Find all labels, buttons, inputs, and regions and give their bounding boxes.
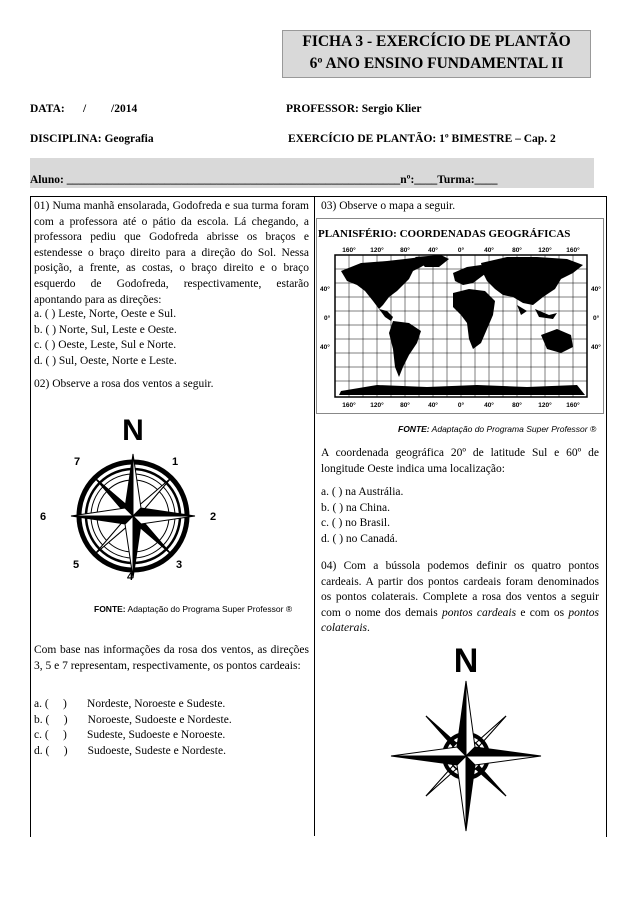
header-band — [30, 158, 594, 172]
lon-top-40e: 40° — [484, 247, 494, 254]
q2-option-a[interactable]: a. ( ) Nordeste, Noroeste e Sudeste. — [34, 698, 226, 710]
q2-option-d[interactable]: d. ( ) Sudoeste, Sudeste e Nordeste. — [34, 744, 226, 757]
lon-top-160w: 160° — [342, 247, 356, 254]
q3-option-d[interactable]: d. ( ) no Canadá. — [321, 532, 398, 545]
lon-bottom-0: 0° — [457, 402, 465, 409]
q2-option-c[interactable]: c. ( ) Sudeste, Sudoeste e Noroeste. — [34, 729, 226, 742]
question-3-options — [321, 485, 599, 547]
worksheet-title-box — [282, 30, 591, 78]
lat-40n: 40° — [320, 286, 330, 293]
q4-text-b: e com os — [516, 606, 569, 619]
rose-label-3: 3 — [175, 559, 183, 571]
compass-rose-blank — [380, 638, 560, 833]
lat-40n-right: 40° — [591, 286, 601, 293]
date-year: /2014 — [111, 103, 138, 115]
date-sep: / — [83, 103, 87, 115]
q3-source-text: Adaptação do Programa Super Professor ® — [429, 424, 597, 434]
q2-source-bold: FONTE: — [94, 604, 126, 614]
lon-top-40w: 40° — [428, 247, 438, 254]
lat-40s: 40° — [320, 344, 330, 351]
map-title: PLANISFÉRIO: COORDENADAS GEOGRÁFICAS — [318, 228, 571, 240]
student-name-line: Aluno: __________________________________________________________nº:____Turma:____ — [30, 172, 594, 188]
lon-top-80w: 80° — [400, 247, 410, 254]
q3-option-a[interactable]: a. ( ) na Austrália. — [321, 486, 404, 498]
lon-bottom-80w: 80° — [400, 402, 410, 409]
lon-top-80e: 80° — [512, 247, 522, 254]
q3-source-bold: FONTE: — [398, 424, 430, 434]
rose-label-2: 2 — [209, 511, 217, 523]
question-2-options — [34, 697, 309, 759]
question-3-text: A coordenada geográfica 20º de latitude Sul e 60º de longitude Oeste indica uma localização: — [321, 447, 599, 475]
q4-em-collateral: pontos colaterais — [321, 606, 599, 635]
q1-option-d[interactable]: d. ( ) Sul, Oeste, Norte e Leste. — [34, 354, 177, 367]
date-label: DATA: — [30, 103, 65, 115]
q1-option-a[interactable]: a. ( ) Leste, Norte, Oeste e Sul. — [34, 308, 177, 320]
compass-rose-numbered — [30, 410, 314, 616]
lat-0-right: 0° — [593, 315, 600, 322]
rose-label-7: 7 — [73, 456, 81, 468]
lon-top-0: 0° — [457, 247, 465, 254]
rose-label-4: 4 — [126, 571, 134, 583]
question-3-intro: 03) Observe o mapa a seguir. — [321, 200, 456, 212]
q4-em-cardinal: pontos cardeais — [441, 606, 517, 619]
exercise-label: EXERCÍCIO DE PLANTÃO: 1º BIMESTRE – Cap. 2 — [288, 133, 556, 145]
blank-rose-north-letter: N — [453, 642, 479, 680]
question-2-intro: 02) Observe a rosa dos ventos a seguir. — [34, 378, 214, 390]
lon-top-120w: 120° — [370, 247, 384, 254]
q1-option-c[interactable]: c. ( ) Oeste, Leste, Sul e Norte. — [34, 339, 177, 352]
rose-label-1: 1 — [171, 456, 179, 468]
q2-option-b[interactable]: b. ( ) Noroeste, Sudoeste e Nordeste. — [34, 713, 232, 726]
rose-north-letter: N — [122, 414, 144, 447]
q2-source-text: Adaptação do Programa Super Professor ® — [125, 604, 293, 614]
q3-source — [398, 424, 596, 434]
lon-top-120e: 120° — [538, 247, 552, 254]
lon-bottom-40e: 40° — [484, 402, 494, 409]
blank-compass-rose-graphic — [391, 681, 541, 831]
question-1-text: 01) Numa manhã ensolarada, Godofreda e sua turma foram com a professora até o pátio da escola. Lá chegando, a professora pediu que Godofreda abrisse os braços e estendesse o braço direito para a direção do Sol. Nessa posição, a frente, as costas, o braço direito e o braço esquerdo de Godofreda, respectivamente, estarão apontando para as direções: — [34, 200, 309, 306]
discipline-label: DISCIPLINA: Geografia — [30, 133, 154, 145]
q4-text-c: . — [367, 622, 370, 635]
lon-top-160e: 160° — [566, 247, 580, 254]
lat-40s-right: 40° — [591, 344, 601, 351]
worksheet-subtitle: 6º ANO ENSINO FUNDAMENTAL II — [309, 55, 564, 72]
question-2-text: Com base nas informações da rosa dos ventos, as direções 3, 5 e 7 representam, respectivamente, os pontos cardeais: — [34, 644, 309, 672]
column-divider — [314, 196, 315, 836]
lon-bottom-160w: 160° — [342, 402, 356, 409]
world-map-grid — [317, 245, 603, 413]
q1-option-b[interactable]: b. ( ) Norte, Sul, Leste e Oeste. — [34, 323, 177, 336]
lat-0: 0° — [324, 315, 331, 322]
q3-option-b[interactable]: b. ( ) na China. — [321, 501, 390, 514]
lon-bottom-80e: 80° — [512, 402, 522, 409]
worksheet-title: FICHA 3 - EXERCÍCIO DE PLANTÃO — [302, 33, 571, 50]
rose-label-6: 6 — [39, 511, 47, 523]
lon-bottom-120e: 120° — [538, 402, 552, 409]
q2-source — [94, 604, 292, 614]
q4-text-a: 04) Com a bússola podemos definir os quatro pontos cardeais. A partir dos pontos cardeais foram denominados os pontos colaterais. Complete a rosa dos ventos a seguir com o nome dos demais — [321, 560, 599, 619]
lon-bottom-40w: 40° — [428, 402, 438, 409]
map-box — [316, 218, 604, 414]
lon-bottom-160e: 160° — [566, 402, 580, 409]
question-1-options — [34, 307, 309, 369]
lon-bottom-120w: 120° — [370, 402, 384, 409]
rose-label-5: 5 — [72, 559, 80, 571]
question-4-text — [321, 559, 599, 637]
q3-option-c[interactable]: c. ( ) no Brasil. — [321, 517, 390, 530]
professor-label: PROFESSOR: Sergio Klier — [286, 103, 422, 115]
